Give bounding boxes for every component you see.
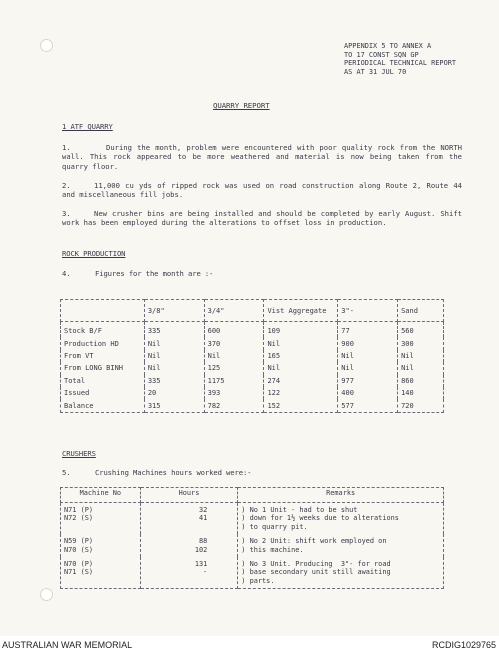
row-label: Issued — [61, 387, 145, 399]
paragraph-number: 5. — [62, 468, 71, 477]
column-header: Hours — [140, 488, 238, 503]
punch-hole — [40, 39, 53, 52]
table-cell: 370 — [204, 337, 264, 349]
row-label: From VT — [61, 350, 145, 362]
remarks-cell — [238, 557, 444, 589]
row-label: Production HD — [61, 337, 145, 349]
table-row — [61, 337, 444, 349]
table-cell: Nil — [398, 362, 444, 374]
table-row — [61, 362, 444, 374]
cell-line: N59 (P) — [64, 537, 94, 546]
header-line: PERIODICAL TECHNICAL REPORT — [344, 59, 457, 68]
cell-line: 88 — [198, 537, 208, 546]
table-cell: 860 — [398, 375, 444, 387]
table-cell: Nil — [144, 337, 204, 349]
table-cell: 1175 — [204, 375, 264, 387]
table-cell: Nil — [264, 337, 338, 349]
table-cell: Nil — [338, 362, 398, 374]
paragraph-5: Crushing Machines hours worked were:- — [95, 468, 252, 477]
paragraph-number: 1. — [62, 143, 71, 152]
table-row — [61, 534, 444, 557]
footer-source: AUSTRALIAN WAR MEMORIAL — [2, 640, 133, 650]
appendix-header — [344, 42, 456, 76]
section-heading-quarry: 1 ATF QUARRY — [62, 122, 113, 131]
hours-cell — [140, 557, 238, 589]
cell-line: ) No 1 Unit - had to be shut — [241, 506, 358, 514]
column-header: Machine No — [61, 488, 141, 503]
row-label: Stock B/F — [61, 322, 145, 338]
column-header: 3/4" — [204, 300, 264, 322]
table-cell: 782 — [204, 399, 264, 412]
machine-cell — [61, 557, 141, 589]
table-cell: 122 — [264, 387, 338, 399]
paragraph-number: 2. — [62, 181, 71, 190]
section-heading-crushers: CRUSHERS — [62, 449, 96, 458]
table-cell: 315 — [144, 399, 204, 412]
column-header: Sand — [398, 300, 444, 322]
paragraph-number: 4. — [62, 269, 71, 278]
column-header: 3"- — [338, 300, 398, 322]
table-cell: 900 — [338, 337, 398, 349]
cell-line: 102 — [194, 545, 208, 554]
paragraph-3: New crusher bins are being installed and should be completed by early August. Shift work has been employed during the alterations to offset loss in production. — [62, 209, 462, 228]
report-title: QUARRY REPORT — [213, 101, 270, 110]
table-cell: 977 — [338, 375, 398, 387]
table-cell: Nil — [144, 362, 204, 374]
cell-line: ) No 2 Unit: shift work employed on — [241, 537, 387, 546]
section-heading-rock-production: ROCK PRODUCTION — [62, 249, 126, 258]
hours-cell — [140, 534, 238, 557]
table-cell: Nil — [144, 350, 204, 362]
table-cell: 20 — [144, 387, 204, 399]
table-cell: 400 — [338, 387, 398, 399]
table-cell: 560 — [398, 322, 444, 338]
rock-production-table — [60, 299, 444, 413]
column-header: 3/8" — [144, 300, 204, 322]
cell-line: ) parts. — [241, 576, 275, 585]
header-line: APPENDIX 5 TO ANNEX A — [344, 42, 432, 50]
table-cell: 125 — [204, 362, 264, 374]
cell-line: ) this machine. — [241, 545, 304, 554]
cell-line: N70 (P) — [64, 560, 94, 569]
table-header-row — [61, 488, 444, 503]
table-cell: 274 — [264, 375, 338, 387]
table-row — [61, 375, 444, 387]
table-cell: 600 — [204, 322, 264, 338]
crushing-hours-table — [60, 487, 444, 589]
cell-line: N71 (P) — [64, 506, 94, 514]
cell-line: 41 — [198, 514, 208, 523]
table-cell: 393 — [204, 387, 264, 399]
archive-footer — [0, 636, 499, 654]
footer-record-id: RCDIG1029765 — [431, 640, 496, 650]
paragraph-4: Figures for the month are :- — [95, 269, 214, 278]
table-cell: 577 — [338, 399, 398, 412]
cell-line: 131 — [194, 560, 208, 569]
column-header — [61, 300, 145, 322]
machine-cell — [61, 534, 141, 557]
table-cell: Nil — [204, 350, 264, 362]
row-label: From LONG BINH — [61, 362, 145, 374]
remarks-cell — [238, 503, 444, 535]
cell-line: N72 (S) — [64, 514, 94, 523]
table-cell: 165 — [264, 350, 338, 362]
table-header-row — [61, 300, 444, 322]
table-row — [61, 399, 444, 412]
table-cell: 335 — [144, 322, 204, 338]
cell-line: ) base secondary unit still awaiting — [241, 568, 391, 577]
table-cell: 335 — [144, 375, 204, 387]
paragraph-1: During the month, problem were encountered with poor quality rock from the NORTH wall. This rock appeared to be more weathered and material is now being taken from the quarry floor. — [62, 143, 462, 171]
table-cell: 152 — [264, 399, 338, 412]
table-row — [61, 503, 444, 535]
cell-line: 32 — [198, 506, 208, 514]
cell-line: N70 (S) — [64, 545, 94, 554]
table-row — [61, 350, 444, 362]
table-cell: 720 — [398, 399, 444, 412]
hours-cell — [140, 503, 238, 535]
punch-hole — [40, 588, 53, 601]
table-cell: Nil — [398, 350, 444, 362]
cell-line: ) down for 1½ weeks due to alterations — [241, 514, 399, 523]
column-header: Remarks — [238, 488, 444, 503]
table-cell: 140 — [398, 387, 444, 399]
table-row — [61, 387, 444, 399]
table-cell: 77 — [338, 322, 398, 338]
table-cell: Nil — [264, 362, 338, 374]
cell-line: N71 (S) — [64, 568, 94, 577]
table-row — [61, 322, 444, 338]
row-label: Balance — [61, 399, 145, 412]
cell-line: ) to quarry pit. — [241, 522, 308, 531]
table-row — [61, 557, 444, 589]
cell-line: ) No 3 Unit. Producing 3"- for road — [241, 560, 391, 569]
paragraph-2: 11,000 cu yds of ripped rock was used on road construction along Route 2, Route 44 and miscellaneous fill jobs. — [62, 181, 462, 200]
table-cell: 109 — [264, 322, 338, 338]
header-line: AS AT 31 JUL 70 — [344, 67, 407, 76]
paragraph-number: 3. — [62, 209, 71, 218]
row-label: Total — [61, 375, 145, 387]
table-cell: 300 — [398, 337, 444, 349]
header-line: TO 17 CONST SQN GP — [344, 50, 419, 59]
remarks-cell — [238, 534, 444, 557]
machine-cell — [61, 503, 141, 535]
table-cell: Nil — [338, 350, 398, 362]
cell-line: - — [203, 568, 208, 577]
column-header: Vist Aggregate — [264, 300, 338, 322]
